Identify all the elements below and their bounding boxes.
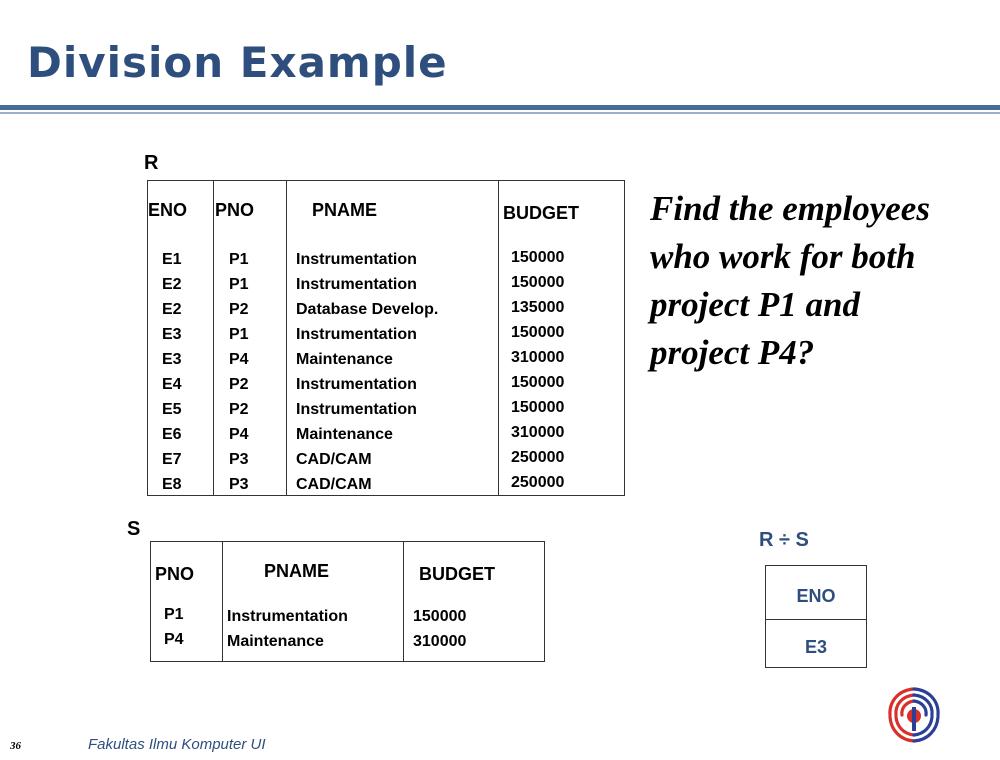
title-rule xyxy=(0,105,1000,110)
s-table-label: S xyxy=(127,518,141,540)
s-header-pno: PNO xyxy=(155,564,195,584)
r-cell-budget: 135000 xyxy=(511,299,565,316)
s-col-divider xyxy=(222,542,223,661)
r-cell-pname: Instrumentation xyxy=(296,376,417,393)
r-cell-eno: E5 xyxy=(162,401,182,418)
r-cell-pno: P2 xyxy=(229,376,249,393)
r-pno-column xyxy=(229,247,249,497)
r-cell-pname: CAD/CAM xyxy=(296,451,372,468)
r-cell-budget: 310000 xyxy=(511,424,565,441)
r-cell-budget: 150000 xyxy=(511,399,565,416)
s-budget-column xyxy=(413,604,466,654)
s-col-divider xyxy=(403,542,404,661)
r-cell-pname: Instrumentation xyxy=(296,401,417,418)
r-cell-pno: P3 xyxy=(229,476,249,493)
s-header-pname: PNAME xyxy=(264,561,330,581)
r-cell-eno: E2 xyxy=(162,301,182,318)
r-cell-budget: 150000 xyxy=(511,324,565,341)
r-eno-column xyxy=(162,247,182,497)
r-cell-pno: P4 xyxy=(229,426,249,443)
r-cell-budget: 150000 xyxy=(511,249,565,266)
result-header-eno: ENO xyxy=(766,566,866,620)
s-header-budget: BUDGET xyxy=(419,564,495,584)
s-cell-pname: Maintenance xyxy=(227,633,324,650)
r-cell-pname: Instrumentation xyxy=(296,276,417,293)
r-cell-budget: 250000 xyxy=(511,474,565,491)
result-table xyxy=(765,565,867,668)
r-col-divider xyxy=(286,181,287,495)
s-pno-column xyxy=(164,602,184,652)
r-cell-eno: E3 xyxy=(162,351,182,368)
r-cell-eno: E3 xyxy=(162,326,182,343)
r-cell-eno: E7 xyxy=(162,451,182,468)
page-number: 36 xyxy=(10,740,21,752)
r-cell-pname: Database Develop. xyxy=(296,301,439,318)
r-cell-pname: Instrumentation xyxy=(296,326,417,343)
r-cell-pname: Maintenance xyxy=(296,426,393,443)
r-cell-pname: CAD/CAM xyxy=(296,476,372,493)
r-cell-eno: E2 xyxy=(162,276,182,293)
question-text: Find the employees who work for both project P1 and project P4? xyxy=(650,189,930,372)
r-col-divider xyxy=(498,181,499,495)
r-cell-budget: 250000 xyxy=(511,449,565,466)
r-cell-eno: E6 xyxy=(162,426,182,443)
footer-text: Fakultas Ilmu Komputer UI xyxy=(88,736,266,753)
r-cell-pno: P2 xyxy=(229,301,249,318)
r-col-divider xyxy=(213,181,214,495)
r-header-pno: PNO xyxy=(215,200,255,220)
r-cell-pname: Maintenance xyxy=(296,351,393,368)
r-cell-pno: P3 xyxy=(229,451,249,468)
r-cell-pno: P1 xyxy=(229,276,249,293)
s-cell-pno: P4 xyxy=(164,631,184,648)
r-header-pname: PNAME xyxy=(312,200,378,220)
r-header-budget: BUDGET xyxy=(503,203,579,223)
s-cell-pno: P1 xyxy=(164,606,184,623)
r-cell-pno: P4 xyxy=(229,351,249,368)
r-cell-pno: P1 xyxy=(229,326,249,343)
r-header-eno: ENO xyxy=(148,200,188,220)
r-cell-budget: 310000 xyxy=(511,349,565,366)
r-cell-eno: E1 xyxy=(162,251,182,268)
r-cell-pno: P2 xyxy=(229,401,249,418)
s-cell-budget: 310000 xyxy=(413,633,467,650)
r-cell-budget: 150000 xyxy=(511,374,565,391)
r-cell-budget: 150000 xyxy=(511,274,565,291)
r-cell-pno: P1 xyxy=(229,251,249,268)
s-pname-column xyxy=(227,604,348,654)
university-logo-icon xyxy=(884,685,944,745)
slide-title: Division Example xyxy=(27,38,448,87)
r-pname-column xyxy=(296,247,438,497)
r-cell-eno: E4 xyxy=(162,376,182,393)
title-rule-thin xyxy=(0,112,1000,114)
r-budget-column xyxy=(511,245,564,495)
r-cell-pname: Instrumentation xyxy=(296,251,417,268)
result-cell-eno: E3 xyxy=(804,637,828,657)
s-cell-budget: 150000 xyxy=(413,608,467,625)
r-table-label: R xyxy=(144,152,159,174)
s-cell-pname: Instrumentation xyxy=(227,608,348,625)
result-label: R ÷ S xyxy=(759,529,809,551)
r-cell-eno: E8 xyxy=(162,476,182,493)
